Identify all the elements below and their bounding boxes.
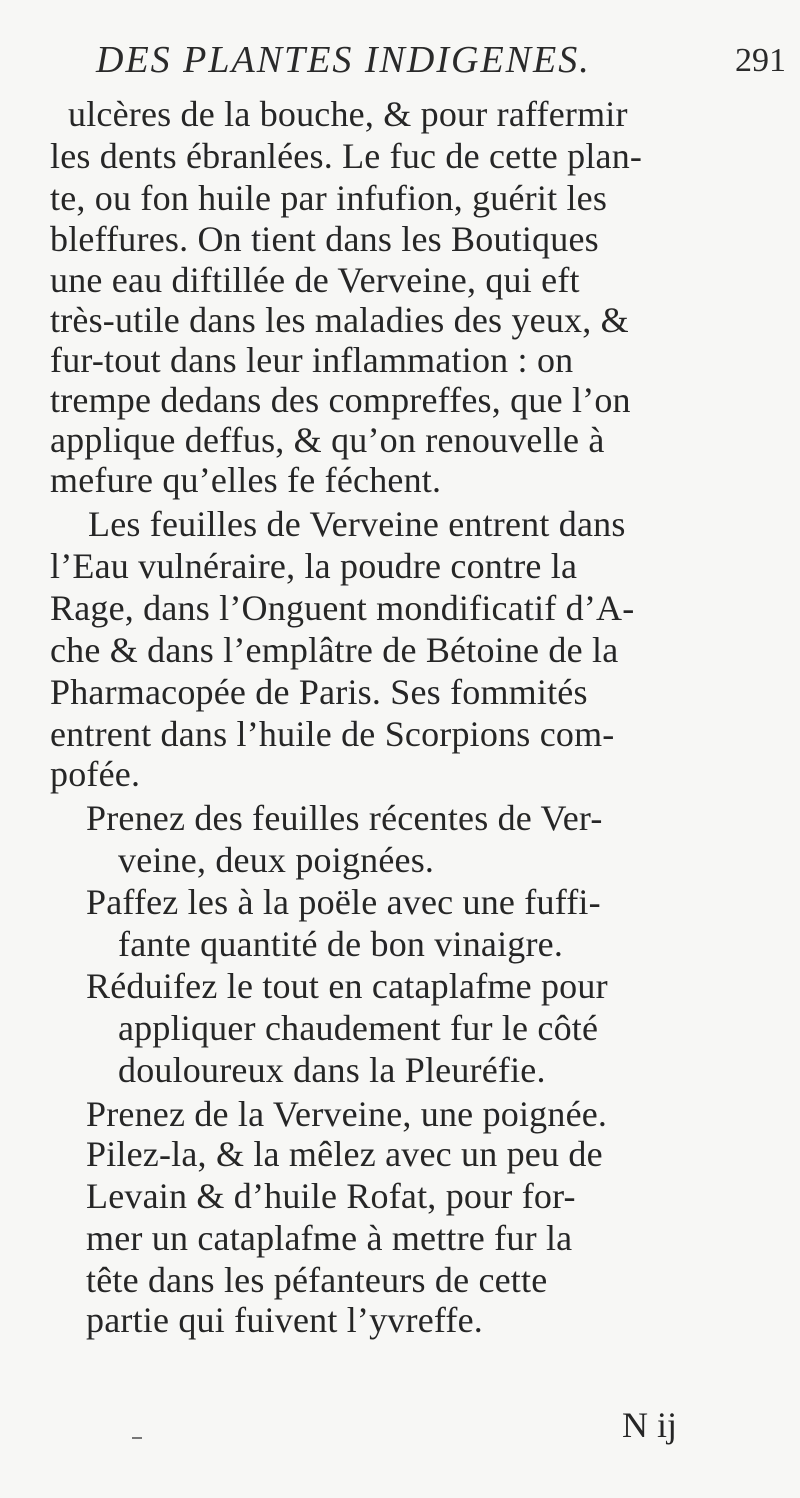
text-line: trempe dedans des compreffes, que l’on — [50, 380, 631, 420]
page-header — [96, 38, 786, 98]
text-line: te, ou fon huile par infufion, guérit les — [50, 178, 608, 218]
text-line: ulcères de la bouche, & pour raffermir — [68, 94, 628, 134]
text-line: une eau diftillée de Verveine, qui eft — [50, 260, 580, 300]
text-line: tête dans les péfanteurs de cette — [86, 1260, 548, 1300]
text-line: l’Eau vulnéraire, la poudre contre la — [50, 546, 578, 586]
text-line: veine, deux poignées. — [118, 840, 435, 880]
text-line: applique deffus, & qu’on renouvelle à — [50, 420, 605, 460]
signature-mark: N ij — [622, 1405, 678, 1445]
text-line: Pilez-la, & la mêlez avec un peu de — [86, 1134, 603, 1174]
text-line: Prenez de la Verveine, une poignée. — [86, 1094, 608, 1134]
page-number: 291 — [735, 42, 786, 79]
text-line: mer un cataplafme à mettre fur la — [86, 1218, 573, 1258]
text-line: les dents ébranlées. Le fuc de cette plan- — [50, 136, 643, 176]
text-line: mefure qu’elles fe féchent. — [50, 460, 442, 500]
text-line: Les feuilles de Verveine entrent dans — [88, 504, 626, 544]
text-line: Levain & d’huile Rofat, pour for- — [86, 1176, 576, 1216]
text-line: Réduifez le tout en cataplafme pour — [86, 966, 608, 1006]
printing-stray-mark — [132, 1437, 142, 1439]
text-line: fur-tout dans leur inflammation : on — [50, 340, 574, 380]
text-line: très-utile dans les maladies des yeux, & — [50, 300, 629, 340]
text-line: douloureux dans la Pleuréfie. — [118, 1050, 546, 1090]
text-line: Paffez les à la poële avec une fuffi- — [86, 882, 601, 922]
text-line: fante quantité de bon vinaigre. — [118, 924, 564, 964]
text-line: bleffures. On tient dans les Boutiques — [50, 219, 599, 259]
text-line: pofée. — [50, 754, 141, 794]
running-title: DES PLANTES INDIGENES. — [96, 39, 591, 81]
text-line: Prenez des feuilles récentes de Ver- — [86, 798, 603, 838]
text-line: Rage, dans l’Onguent mondificatif d’A- — [50, 588, 635, 628]
text-line: Pharmacopée de Paris. Ses fommités — [50, 672, 588, 712]
text-line: appliquer chaudement fur le côté — [118, 1008, 599, 1048]
text-line: che & dans l’emplâtre de Bétoine de la — [50, 630, 619, 670]
text-line: entrent dans l’huile de Scorpions com- — [50, 714, 615, 754]
text-line: partie qui fuivent l’yvreffe. — [86, 1300, 483, 1340]
